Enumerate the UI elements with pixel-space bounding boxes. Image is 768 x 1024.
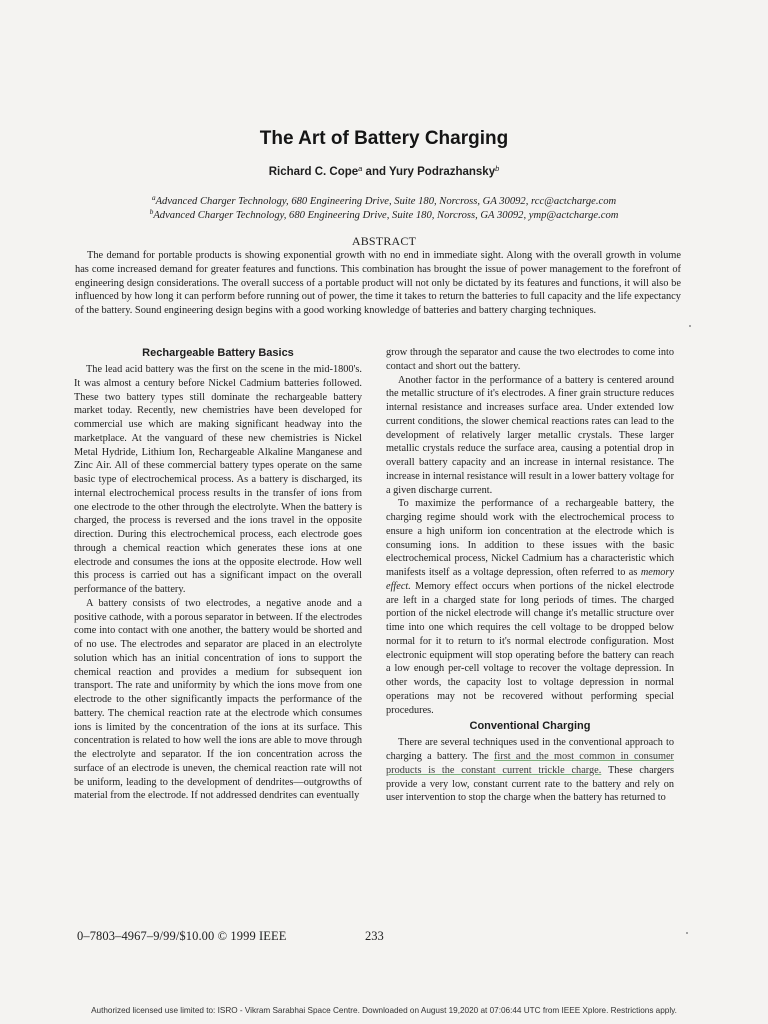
scan-speck: [689, 325, 691, 327]
scan-speck: [686, 932, 688, 934]
left-paragraph-2: A battery consists of two electrodes, a negative anode and a positive cathode, with a porous separator in between. If the electrodes come into contact with one another, the battery would be shorted and of no use. The electrodes and separator are placed in an electrolyte solution which has an initial concentration of ions to support the chemical reaction and provides a medium for subsequent ion transport. The rate and uniformity by which the ions move from one electrode to the other significantly impacts the performance of the battery. The chemical reaction rate at the electrode which consumes ions is limited by the concentration of the ions at its surface. This concentration is related to how well the ions are able to move through the electrolyte and separator. If the ion concentration across the surface of an electrode is uneven, the chemical reaction rate will not be uniform, leading to the development of dendrites—outgrowths of material from the electrode. If not addressed dendrites can eventually: [74, 597, 362, 802]
author-joiner: and: [365, 166, 386, 178]
right-paragraph-4-start: There are several techniques used in the conventional approach to charging a battery. The: [386, 737, 674, 762]
abstract-text: The demand for portable products is showing exponential growth with no end in immediate sight. Along with the overall growth in volume has come increased demand for greater features and functions. This combination has brought the issue of power management to the forefront of engineering design considerations. The overall success of a portable product will not only be dictated by its features and functions, it will also be influenced by how long it can perform before running out of power, the time it takes to return the batteries to full capacity and the life expectancy of the battery. Sound engineering design begins with a good working knowledge of batteries and battery charging techniques.: [75, 250, 681, 317]
section-heading-rechargeable-basics: Rechargeable Battery Basics: [142, 347, 294, 359]
author-1: Richard C. Cope: [268, 166, 359, 178]
section-heading-conventional-charging: Conventional Charging: [469, 720, 591, 733]
affiliation-a: [0, 193, 768, 207]
left-paragraph-1: The lead acid battery was the first on the scene in the mid-1800's. It was almost a century before Nickel Cadmium batteries followed. These two battery types still dominate the rechargeable battery market today. Recently, new chemistries have been developed for commercial use which are making significant headway into the marketplace. At the vanguard of these new chemistries is Nickel Metal Hydride, Lithium Ion, Rechargeable Alkaline Manganese and Zinc Air. All of these commercial battery types operate on the same basic type of electrochemical process. As a battery is discharged, its internal electrochemical process results in the transfer of ions from one electrode to the other through the electrolyte. When the battery is charged, the process is reversed and the ions travel in the opposite direction. During this electrochemical process, each electrode goes through a chemical reaction which generates these ions at one electrode and consumes the ions at the opposite electrode. How well this process is carried out has a significant impact on the overall performance of the battery.: [74, 364, 362, 595]
right-paragraph-4-end: These chargers provide a very low, constant current rate to the battery and rely on user intervention to stop the charge when the battery has returned to: [386, 764, 675, 804]
right-paragraph-3-end: Memory effect occurs when portions of the nickel electrode are left in a charged state for long periods of times. The charged portion of the nickel electrode will change it's metallic structure over time into one which requires the cell voltage to be dropped below normal for it to return to it's normal electrode configuration. Most electronic equipment will stop operating before the battery can reach a low enough per-cell voltage to recover the voltage depression. In other words, the capacity lost to voltage depression in normal operations may not be recovered without performing special procedures.: [386, 580, 674, 716]
right-paragraph-4: [386, 736, 674, 805]
page-number: 233: [365, 929, 384, 943]
abstract-heading: ABSTRACT: [351, 234, 417, 248]
ieee-copyright-code: 0–7803–4967–9/99/$10.00 © 1999 IEEE: [77, 929, 287, 943]
left-column: [74, 346, 362, 803]
license-notice: Authorized licensed use limited to: ISRO - Vikram Sarabhai Space Centre. Downloaded on August 19,2020 at 07:06:44 UTC from IEEE Xplore. Restrictions apply.: [91, 1006, 677, 1015]
author-2: Yury Podrazhansky: [389, 166, 496, 178]
author-line: [0, 164, 768, 178]
affiliation-b: [0, 207, 768, 221]
right-paragraph-2: Another factor in the performance of a battery is centered around the metallic structure of it's electrodes. A finer grain structure reduces internal resistance and increases surface area. Under extended low current conditions, the slower chemical reactions rates can lead to the development of relatively larger metallic crystals. These larger metallic crystals reduce the surface area, causing a potential drop in overall battery capacity and an increase in internal resistance. The increase in internal resistance will result in a lower battery voltage for a given discharge current.: [386, 374, 674, 496]
affiliation-b-mark: b: [149, 207, 154, 216]
right-column: [386, 346, 674, 805]
author-1-mark: a: [358, 164, 363, 173]
affiliation-a-text: Advanced Charger Technology, 680 Engineering Drive, Suite 180, Norcross, GA 30092, rcc@actcharge.com: [155, 196, 617, 207]
right-paragraph-3-start: To maximize the performance of a rechargeable battery, the charging regime should work with the electrochemical process to ensure a high uniform ion concentration at the electrode which is consuming ions. In addition to these issues with the basic electrochemical process, Nickel Cadmium has a characteristic which manifests itself as a voltage depression, often referred to as: [386, 498, 674, 578]
affiliation-b-text: Advanced Charger Technology, 680 Engineering Drive, Suite 180, Norcross, GA 30092, ymp@actcharge.com: [153, 210, 619, 221]
affiliation-a-mark: a: [151, 193, 156, 202]
right-paragraph-1: grow through the separator and cause the two electrodes to come into contact and short out the battery.: [386, 347, 674, 372]
author-2-mark: b: [495, 164, 500, 173]
memory-effect-term: memory effect.: [386, 567, 675, 592]
highlighted-text[interactable]: first and the most common in consumer products is the constant current trickle charge.: [386, 751, 674, 776]
paper-title: The Art of Battery Charging: [259, 128, 509, 149]
right-paragraph-3: [386, 497, 674, 717]
